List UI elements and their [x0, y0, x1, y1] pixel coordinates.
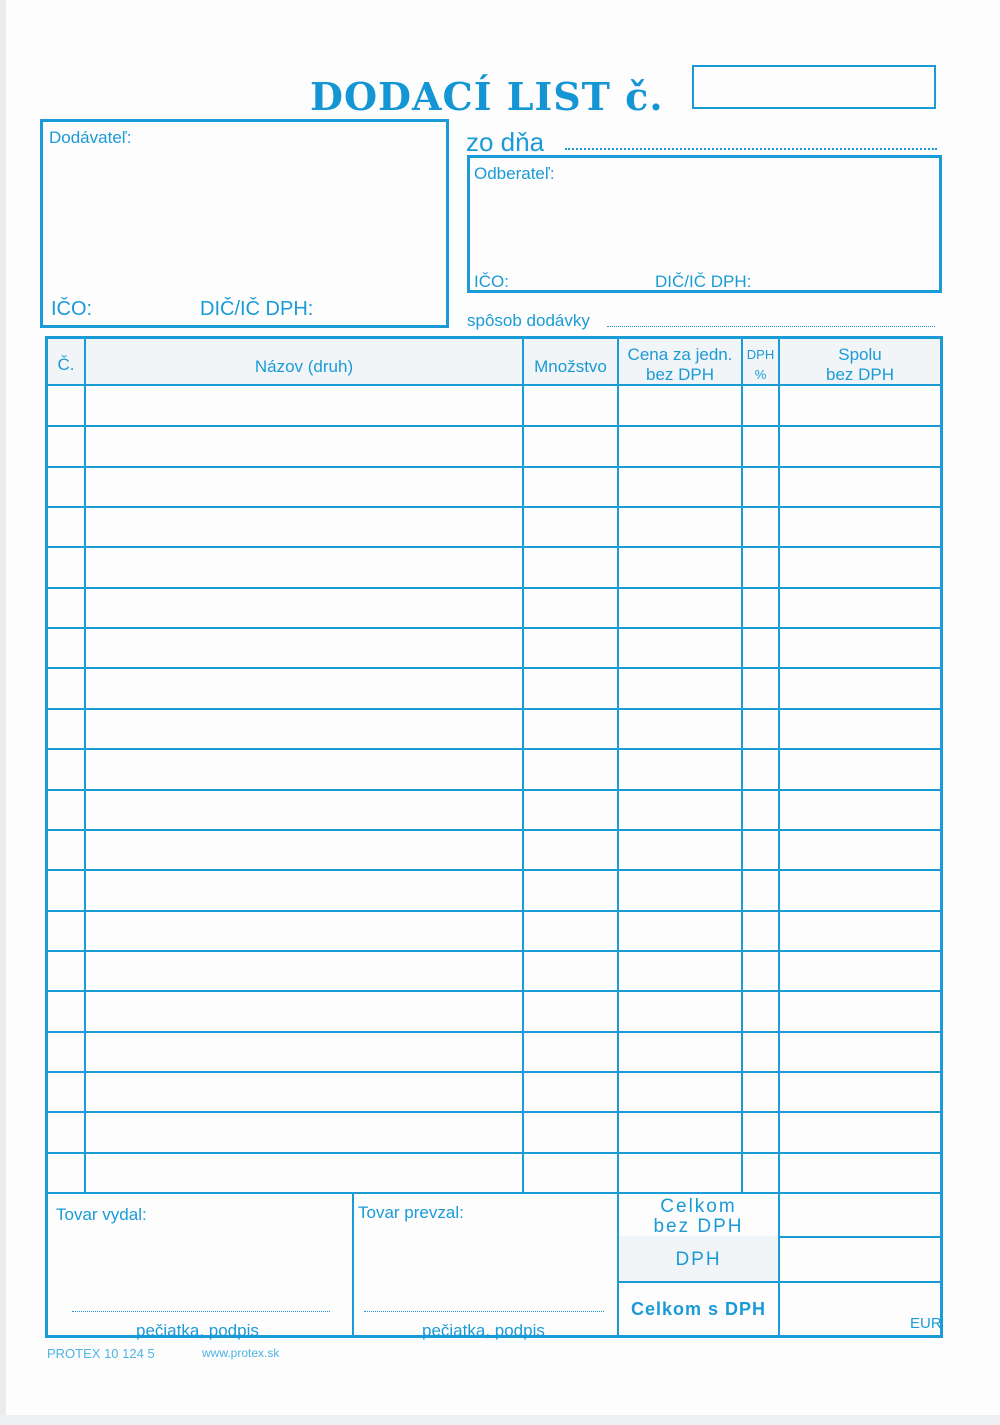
total-no-vat-label: [619, 1197, 778, 1237]
supplier-ico-label: IČO:: [51, 298, 93, 320]
table-rows[interactable]: [48, 339, 940, 1194]
table-row-line: [48, 829, 940, 831]
customer-ico-label: IČO:: [474, 272, 509, 291]
received-by-label: Tovar prevzal:: [358, 1203, 464, 1222]
table-row-line: [48, 1152, 940, 1154]
footer-divider: [352, 1194, 354, 1335]
total-no-vat-line2: bez DPH: [653, 1216, 744, 1237]
header-qty: Množstvo: [534, 357, 607, 376]
total-with-vat-label: Celkom s DPH: [630, 1299, 767, 1319]
document-title: DODACÍ LIST č.: [310, 74, 664, 119]
stamp-label-received: pečiatka, podpis: [422, 1321, 545, 1340]
table-row-line: [48, 910, 940, 912]
supplier-label: Dodávateľ:: [49, 128, 132, 147]
total-no-vat-line1: Celkom: [660, 1196, 737, 1217]
delivery-label: spôsob dodávky: [467, 311, 590, 330]
issued-by-label: Tovar vydal:: [56, 1205, 147, 1224]
header-total-line2: bez DPH: [825, 365, 895, 384]
table-row-line: [48, 789, 940, 791]
table-row-line: [48, 546, 940, 548]
date-label: zo dňa: [466, 127, 545, 157]
table-row-line: [48, 1111, 940, 1113]
publisher-website: www.protex.sk: [202, 1346, 280, 1360]
delivery-line[interactable]: [607, 326, 935, 327]
vat-total-value[interactable]: [780, 1238, 940, 1281]
publisher-code: PROTEX 10 124 5: [47, 1346, 155, 1361]
customer-box[interactable]: [467, 155, 942, 293]
stamp-label-issued: pečiatka, podpis: [136, 1321, 259, 1340]
total-no-vat-value[interactable]: [780, 1194, 940, 1236]
paper-edge-bottom: [0, 1415, 1000, 1425]
table-row-line: [48, 1031, 940, 1033]
header-total-line1: Spolu: [838, 345, 882, 364]
table-row-line: [48, 425, 940, 427]
items-table: [45, 336, 943, 1338]
document-number-field[interactable]: [692, 65, 936, 109]
table-row-line: [48, 708, 940, 710]
table-row-line: [48, 869, 940, 871]
table-row-line: [48, 1071, 940, 1073]
header-price-line2: bez DPH: [645, 365, 715, 384]
table-row-line: [48, 506, 940, 508]
table-row-line: [48, 627, 940, 629]
table-row-line: [48, 667, 940, 669]
customer-label: Odberateľ:: [474, 164, 555, 183]
vat-total-label: DPH: [675, 1249, 722, 1270]
date-line[interactable]: [565, 148, 937, 150]
table-row-line: [48, 990, 940, 992]
table-row-line: [48, 748, 940, 750]
currency-label: EUR: [910, 1315, 942, 1332]
header-no: Č.: [57, 355, 75, 374]
customer-dic-label: DIČ/IČ DPH:: [655, 272, 752, 291]
header-vat-line1: DPH: [746, 347, 775, 362]
supplier-dic-label: DIČ/IČ DPH:: [200, 298, 314, 320]
header-price-line1: Cena za jedn.: [627, 345, 733, 364]
header-name: Názov (druh): [254, 357, 354, 376]
table-row-line: [48, 587, 940, 589]
table-row-line: [48, 950, 940, 952]
header-vat-line2: %: [754, 367, 767, 382]
table-row-line: [48, 466, 940, 468]
supplier-box[interactable]: [40, 119, 449, 328]
received-signature-line[interactable]: [364, 1311, 604, 1312]
issued-signature-line[interactable]: [72, 1311, 330, 1312]
paper-edge-left: [0, 0, 6, 1425]
